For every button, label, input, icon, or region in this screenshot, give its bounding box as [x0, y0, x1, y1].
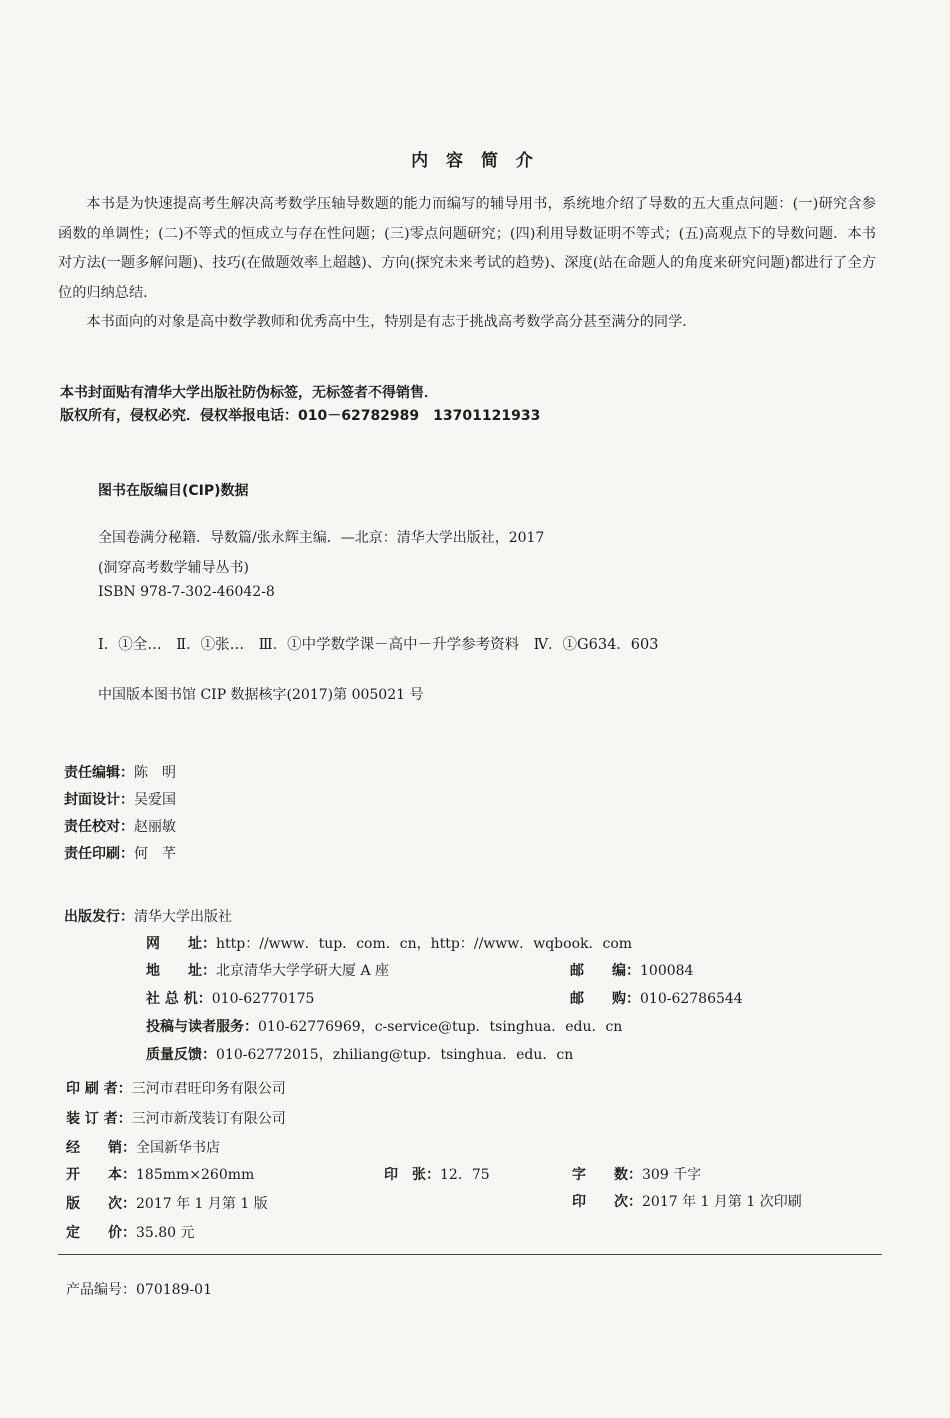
credit-value: 赵丽敏 [134, 819, 176, 835]
printing-value: 2017 年 1 月第 1 次印刷 [642, 1194, 802, 1210]
cip-heading: 图书在版编目(CIP)数据 [98, 483, 249, 499]
distributor [66, 1137, 220, 1157]
switchboard-label: 社 总 机： [146, 991, 212, 1007]
publisher-switchboard [146, 988, 314, 1008]
mailorder-label: 邮 购： [570, 991, 640, 1007]
distributor-value: 全国新华书店 [136, 1140, 220, 1156]
price-label: 定 价： [66, 1225, 136, 1241]
publisher-feedback [146, 1044, 573, 1064]
credit-label: 封面设计： [64, 792, 134, 808]
edition [66, 1193, 268, 1213]
word-count [572, 1164, 701, 1184]
edition-label: 版 次： [66, 1196, 136, 1212]
intro-paragraph-1: 本书是为快速提高考生解决高考数学压轴导数题的能力而编写的辅导用书，系统地介绍了导数的五大重点问题：(一)研究含参函数的单调性；(二)不等式的恒成立与存在性问题；(三)零点问题研究；(四)利用导数证明不等式；(五)高观点下的导数问题．本书对方法(一题多解问题)、技巧(在做题效率上超越)、方向(探究未来考试的趋势)、深度(站在命题人的角度来研究问题)都进行了全方位的归纳总结． [58, 196, 876, 301]
credit-value: 吴爱国 [134, 792, 176, 808]
words-label: 字 数： [572, 1167, 642, 1183]
cip-classification: Ⅰ．①全… Ⅱ．①张… Ⅲ．①中学数学课－高中－升学参考资料 Ⅳ．①G634．603 [98, 637, 659, 653]
printing-run [572, 1191, 802, 1211]
feedback-value: 010-62772015，zhiliang@tup．tsinghua．edu．cn [216, 1047, 574, 1063]
section-title: 内 容 简 介 [411, 151, 539, 171]
sheets-label: 印 张： [384, 1167, 440, 1183]
switchboard-value: 010-62770175 [211, 991, 315, 1007]
copyright-notice: 版权所有，侵权必究．侵权举报电话：010－62782989 13701121933 [60, 408, 541, 424]
publisher-label: 出版发行： [64, 909, 134, 925]
divider-line [58, 1254, 882, 1255]
intro-text [58, 190, 876, 338]
binder-value: 三河市新茂装订有限公司 [131, 1111, 286, 1127]
book-format [66, 1164, 254, 1184]
credit-value: 何 芊 [134, 846, 176, 862]
website-label: 网 址： [146, 936, 216, 952]
distributor-label: 经 销： [66, 1140, 136, 1156]
service-value: 010-62776969，c-service@tup．tsinghua．edu．cn [258, 1019, 623, 1035]
cip-isbn: ISBN 978-7-302-46042-8 [98, 584, 275, 600]
binder-label: 装 订 者： [66, 1111, 132, 1127]
cip-series: (洞穿高考数学辅导丛书) [98, 560, 249, 576]
format-label: 开 本： [66, 1167, 136, 1183]
format-value: 185mm×260mm [136, 1167, 255, 1183]
words-value: 309 千字 [642, 1167, 702, 1183]
product-code: 产品编号：070189-01 [66, 1282, 212, 1298]
sheets-value: 12．75 [440, 1167, 490, 1183]
address-label: 地 址： [146, 963, 216, 979]
publisher-service [146, 1016, 622, 1036]
publisher-mailorder [570, 988, 743, 1008]
publisher-name: 清华大学出版社 [134, 909, 232, 925]
price-value: 35.80 元 [136, 1225, 195, 1241]
credit-label: 责任校对： [64, 819, 134, 835]
publisher [64, 906, 232, 926]
credit-label: 责任编辑： [64, 765, 134, 781]
publisher-address [146, 960, 389, 980]
intro-paragraph-2: 本书面向的对象是高中数学教师和优秀高中生，特别是有志于挑战高考数学高分甚至满分的同学． [86, 314, 697, 330]
feedback-label: 质量反馈： [146, 1047, 216, 1063]
cip-record: 中国版本图书馆 CIP 数据核字(2017)第 005021 号 [98, 687, 424, 703]
publisher-postcode [570, 960, 693, 980]
printer [66, 1078, 286, 1098]
website-value: http：//www．tup．com．cn，http：//www．wqbook．com [216, 936, 633, 952]
anti-counterfeit-notice: 本书封面贴有清华大学出版社防伪标签，无标签者不得销售． [60, 385, 438, 401]
service-label: 投稿与读者服务： [146, 1019, 258, 1035]
mailorder-value: 010-62786544 [640, 991, 743, 1007]
publisher-website [146, 933, 632, 953]
postcode-value: 100084 [640, 963, 694, 979]
printer-label: 印 刷 者： [66, 1081, 132, 1097]
postcode-label: 邮 编： [570, 963, 640, 979]
printing-label: 印 次： [572, 1194, 642, 1210]
credit-printing [64, 843, 176, 863]
credit-editor [64, 762, 176, 782]
credit-proofreader [64, 816, 176, 836]
address-value: 北京清华大学学研大厦 A 座 [216, 963, 390, 979]
credit-label: 责任印刷： [64, 846, 134, 862]
price [66, 1222, 195, 1242]
binder [66, 1108, 286, 1128]
credit-cover-design [64, 789, 176, 809]
edition-value: 2017 年 1 月第 1 版 [136, 1196, 268, 1212]
cip-entry: 全国卷满分秘籍．导数篇/张永辉主编．—北京：清华大学出版社，2017 [98, 530, 545, 546]
credit-value: 陈 明 [134, 765, 176, 781]
printer-value: 三河市君旺印务有限公司 [131, 1081, 286, 1097]
print-sheets [384, 1164, 490, 1184]
